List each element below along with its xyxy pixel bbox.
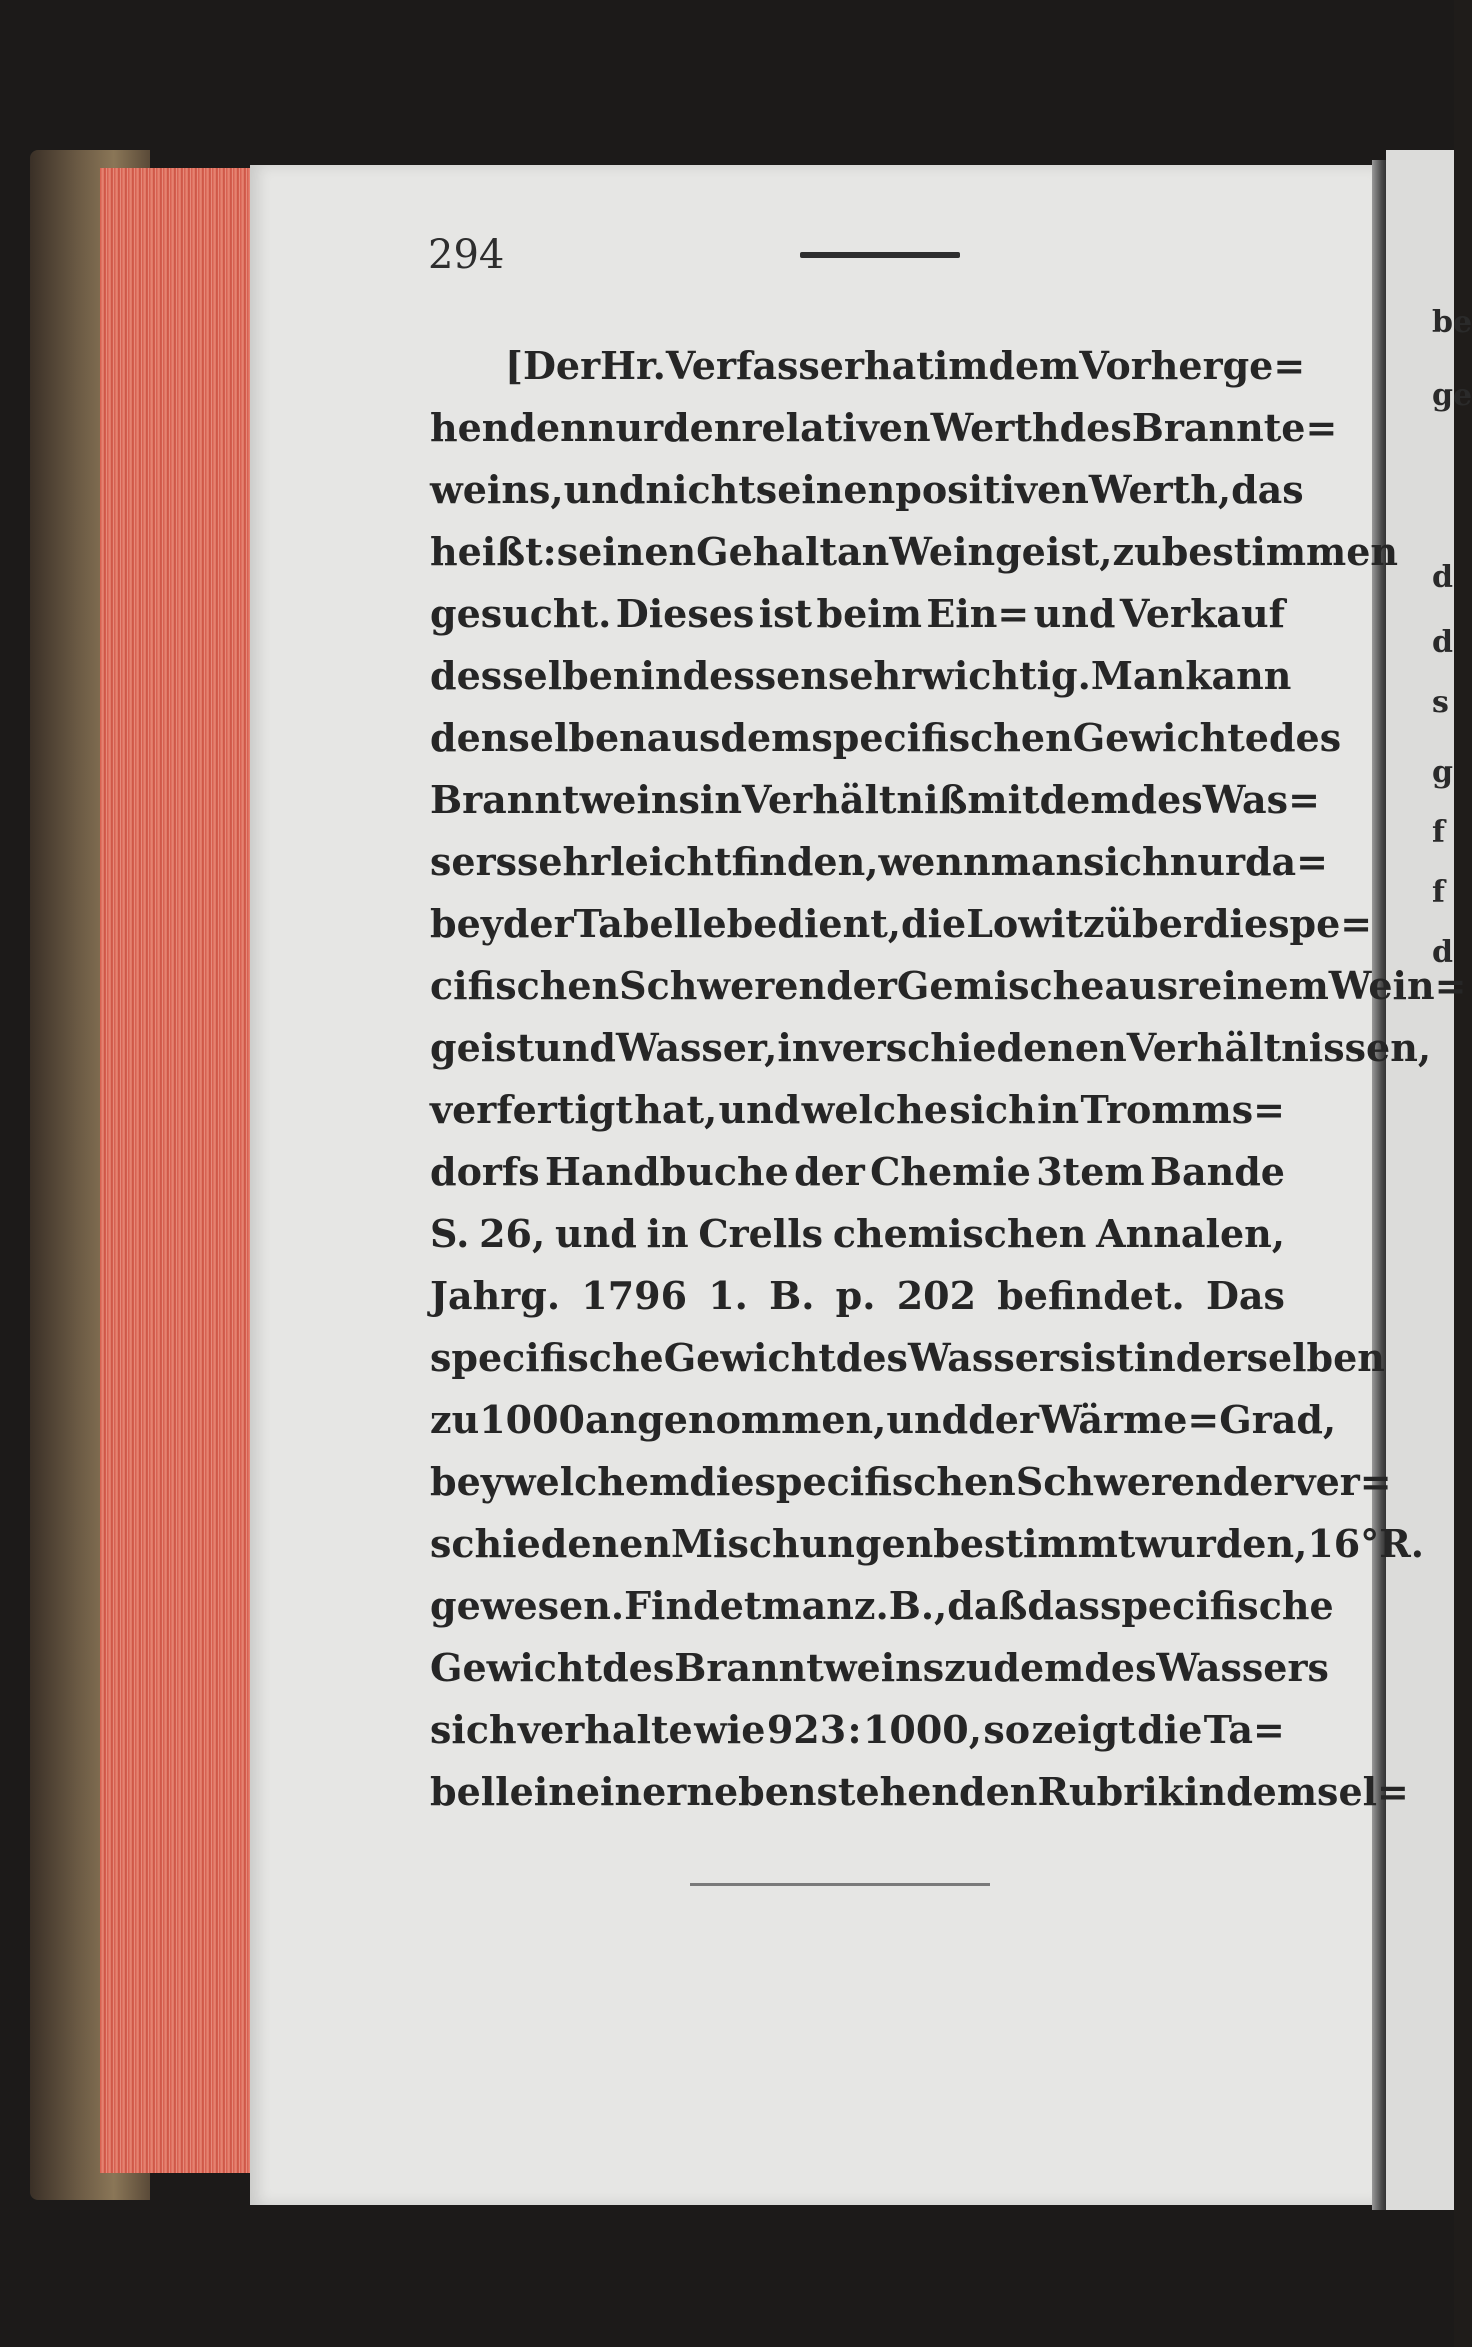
word: Lowitz (966, 901, 1105, 946)
word: gewesen. (430, 1583, 625, 1628)
text-line (430, 521, 1399, 583)
facing-page-fragment: g (1432, 755, 1453, 790)
text-line (430, 1327, 1385, 1389)
word: seinen (755, 467, 896, 512)
word: finden, (731, 839, 879, 884)
word: denselben (430, 715, 647, 760)
word: relativen (741, 405, 931, 450)
word: an (837, 529, 890, 574)
word: aus (1104, 963, 1179, 1008)
facing-page-fragment: d (1432, 625, 1453, 660)
word: 26, (479, 1211, 546, 1256)
text-line (430, 707, 1342, 769)
text-line (430, 1699, 1285, 1761)
word: bestimmt (933, 1521, 1136, 1566)
word: des (1059, 405, 1132, 450)
word: des (1130, 777, 1203, 822)
facing-page-fragment: d (1432, 935, 1453, 970)
page-edges (100, 168, 275, 2173)
word: wurden, (1135, 1521, 1308, 1566)
word: Verhältniß (742, 777, 968, 822)
word: Jahrg. (430, 1273, 561, 1318)
word: der (968, 1397, 1040, 1442)
word: der (1222, 1459, 1294, 1504)
word: cifischen (430, 963, 620, 1008)
text-line (430, 1637, 1329, 1699)
facing-page-fragment: f (1432, 875, 1445, 910)
word: Brannte= (1131, 405, 1338, 450)
word: verschiedenen (819, 1025, 1127, 1070)
word: das (1027, 1583, 1100, 1628)
word: verhalte (518, 1707, 693, 1752)
word: bestimmen (1161, 529, 1399, 574)
text-line (430, 1389, 1337, 1451)
word: und (534, 1025, 616, 1070)
word: in (777, 1025, 820, 1070)
word: Wassers (1156, 1645, 1329, 1690)
word: leicht (610, 839, 732, 884)
word: bey (430, 901, 503, 946)
word: dem (720, 715, 812, 760)
text-line (430, 955, 1467, 1017)
word: angenommen, (584, 1397, 887, 1442)
text-line (430, 1203, 1285, 1265)
word: Branntweins (430, 777, 700, 822)
word: man (761, 1583, 854, 1628)
word: zu (430, 1397, 480, 1442)
text-line (430, 583, 1285, 645)
word: derselben (1175, 1335, 1385, 1380)
word: Gewichte (1072, 715, 1269, 760)
word: chemischen (832, 1211, 1087, 1256)
word: und (1033, 591, 1116, 636)
word: sehr (516, 839, 611, 884)
word: Tromms= (1080, 1087, 1285, 1132)
text-line (430, 831, 1329, 893)
word: S. (430, 1211, 470, 1256)
word: aus (646, 715, 721, 760)
word: heißt: (430, 529, 557, 574)
word: ver= (1293, 1459, 1392, 1504)
word: Ein= (926, 591, 1030, 636)
word: sich (1083, 839, 1170, 884)
word: 16° (1307, 1521, 1380, 1566)
facing-page-fragment: d (1432, 560, 1453, 595)
word: verfertigt (430, 1087, 633, 1132)
word: wenn (878, 839, 991, 884)
word: Weingeist, (889, 529, 1113, 574)
word: spe= (1268, 901, 1373, 946)
word: sers (430, 839, 517, 884)
page-number: 294 (428, 232, 505, 278)
word: kann (1185, 653, 1292, 698)
word: B. (769, 1273, 815, 1318)
word: dem (993, 1645, 1085, 1690)
text-line (430, 893, 1373, 955)
word: nebenstehenden (686, 1769, 1038, 1814)
word: Rubrik (1037, 1769, 1185, 1814)
word: Bande (1149, 1149, 1285, 1194)
word: specifischen (811, 715, 1073, 760)
word: 1000, (862, 1707, 982, 1752)
word: so (983, 1707, 1031, 1752)
text-line (430, 1513, 1425, 1575)
word: Wärme=Grad, (1039, 1397, 1337, 1442)
word: Verfasser (665, 343, 864, 388)
word: den (663, 405, 742, 450)
facing-page-fragment: ge (1432, 378, 1472, 413)
word: seinen (556, 529, 697, 574)
word: da= (1244, 839, 1329, 884)
word: in (1133, 1335, 1176, 1380)
word: bey (430, 1459, 503, 1504)
word: henden (430, 405, 588, 450)
word: ist (758, 591, 813, 636)
word: gesucht. (430, 591, 612, 636)
word: 1796 (581, 1273, 688, 1318)
word: specifischen (754, 1459, 1016, 1504)
word: Gemische (896, 963, 1105, 1008)
word: einer (575, 1769, 687, 1814)
word: schiedenen (430, 1521, 671, 1566)
word: Hr. (600, 343, 666, 388)
word: man (990, 839, 1084, 884)
text-line (430, 335, 1306, 397)
word: in (699, 777, 742, 822)
word: Werth (930, 405, 1060, 450)
text-line (430, 645, 1292, 707)
word: Ta= (1203, 1707, 1285, 1752)
word: [Der (505, 343, 601, 388)
text-line (430, 1079, 1285, 1141)
text-line (430, 1017, 1432, 1079)
word: welche (801, 1087, 948, 1132)
word: und (563, 467, 646, 512)
word: Das (1205, 1273, 1285, 1318)
word: zu (944, 1645, 994, 1690)
word: hat (863, 343, 934, 388)
word: des (602, 1645, 675, 1690)
word: sich (430, 1707, 517, 1752)
word: dem (1039, 777, 1131, 822)
word: welchem (502, 1459, 690, 1504)
word: reinem (1178, 963, 1329, 1008)
text-line (430, 1451, 1392, 1513)
word: in (646, 1211, 689, 1256)
word: dem (988, 343, 1080, 388)
word: : (847, 1707, 862, 1752)
word: sich (949, 1087, 1036, 1132)
footer-rule (690, 1883, 990, 1886)
word: p. (835, 1273, 876, 1318)
word: Wein= (1328, 963, 1467, 1008)
word: nur (1169, 839, 1245, 884)
word: Vorherge= (1079, 343, 1306, 388)
word: wie (694, 1707, 766, 1752)
word: des (835, 1335, 908, 1380)
facing-page-fragment: s (1432, 685, 1449, 720)
word: positiven (895, 467, 1089, 512)
header-rule (800, 252, 960, 258)
word: zeigt (1031, 1707, 1136, 1752)
word: die (1202, 901, 1269, 946)
word: Was= (1202, 777, 1320, 822)
text-line (430, 1761, 1409, 1823)
word: Findet (624, 1583, 762, 1628)
word: hat, (634, 1087, 718, 1132)
word: Wasser, (615, 1025, 778, 1070)
word: die (901, 901, 967, 946)
word: Gewicht (430, 1645, 603, 1690)
word: 1000 (479, 1397, 585, 1442)
word: Gehalt (696, 529, 838, 574)
word: der (826, 963, 897, 1008)
word: desselben (430, 653, 641, 698)
word: Schweren (1015, 1459, 1223, 1504)
word: specifische (1099, 1583, 1334, 1628)
word: indessen (640, 653, 828, 698)
word: Schweren (619, 963, 827, 1008)
word: z.B., (853, 1583, 948, 1628)
text-line (430, 1575, 1334, 1637)
word: daß (947, 1583, 1028, 1628)
word: Tabelle (573, 901, 727, 946)
word: der (794, 1149, 865, 1194)
word: belle (430, 1769, 534, 1814)
word: 3tem (1036, 1149, 1145, 1194)
word: die (689, 1459, 755, 1504)
word: des (1268, 715, 1342, 760)
word: in (533, 1769, 576, 1814)
facing-page-fragment: f (1432, 815, 1445, 850)
word: über (1104, 901, 1203, 946)
word: Dieses (615, 591, 755, 636)
word: Annalen, (1096, 1211, 1285, 1256)
text-line (430, 1265, 1285, 1327)
word: Gewicht (663, 1335, 836, 1380)
word: zu (1112, 529, 1162, 574)
word: 923 (766, 1707, 847, 1752)
word: in (1184, 1769, 1227, 1814)
word: ist (1080, 1335, 1134, 1380)
word: des (1084, 1645, 1157, 1690)
word: bedient, (726, 901, 902, 946)
word: wichtig. (921, 653, 1091, 698)
word: geist (430, 1025, 535, 1070)
word: specifische (430, 1335, 664, 1380)
word: im (933, 343, 989, 388)
text-line (430, 459, 1304, 521)
word: und (886, 1397, 969, 1442)
word: beim (816, 591, 922, 636)
word: dorfs (430, 1149, 540, 1194)
word: Mischungen (670, 1521, 934, 1566)
word: in (1037, 1087, 1080, 1132)
word: Verhältnissen, (1126, 1025, 1432, 1070)
word: mit (967, 777, 1040, 822)
word: das (1231, 467, 1304, 512)
word: nicht (645, 467, 756, 512)
word: weins, (430, 467, 564, 512)
word: Branntweins (674, 1645, 945, 1690)
word: der (502, 901, 574, 946)
word: Verkauf (1119, 591, 1285, 636)
word: und (718, 1087, 801, 1132)
facing-page-fragment: be (1432, 305, 1472, 340)
word: und (554, 1211, 637, 1256)
word: R. (1379, 1521, 1425, 1566)
body-text (430, 335, 1467, 1823)
text-line (430, 769, 1320, 831)
text-line (430, 397, 1338, 459)
word: sehr (827, 653, 922, 698)
word: 1. (708, 1273, 748, 1318)
word: Chemie (870, 1149, 1031, 1194)
word: 202 (896, 1273, 977, 1318)
text-line (430, 1141, 1285, 1203)
word: Crells (698, 1211, 824, 1256)
facing-page (1386, 150, 1454, 2210)
word: Man (1090, 653, 1186, 698)
word: befindet. (997, 1273, 1185, 1318)
word: Werth, (1088, 467, 1232, 512)
word: die (1137, 1707, 1203, 1752)
word: Handbuche (544, 1149, 789, 1194)
word: Wassers (907, 1335, 1081, 1380)
word: demsel= (1226, 1769, 1409, 1814)
word: nur (587, 405, 664, 450)
